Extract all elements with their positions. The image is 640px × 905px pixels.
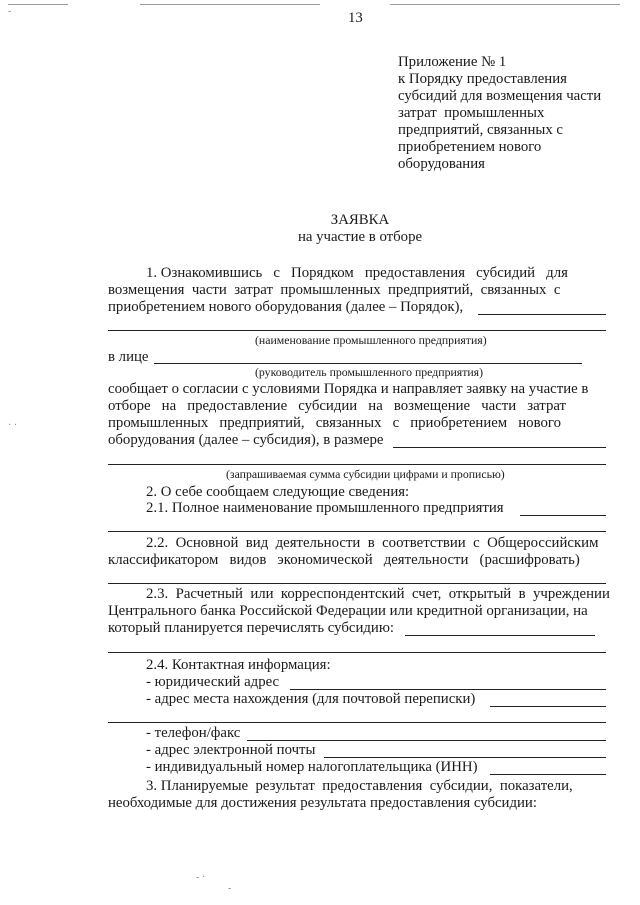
legal-address-label: - юридический адрес — [146, 674, 280, 690]
phone-fax-field[interactable] — [247, 740, 606, 741]
activity-field[interactable] — [108, 583, 606, 584]
appendix-line: Приложение № 1 — [398, 54, 507, 70]
company-name-field[interactable] — [478, 314, 606, 315]
scan-speck: ‐ — [8, 6, 12, 17]
caption-head: (руководитель промышленного предприятия) — [255, 365, 484, 379]
scan-speck: ‐ · — [196, 872, 206, 883]
scan-speck: · · — [8, 420, 18, 431]
bank-account-field-line-2[interactable] — [108, 652, 606, 653]
scan-speck: ‐ — [228, 883, 232, 894]
appendix-line: к Порядку предоставления — [398, 71, 567, 87]
document-title: ЗАЯВКА — [330, 212, 390, 228]
section-2-3-line-1: 2.3. Расчетный или корреспондентский счет, открытый в учреждении — [146, 586, 610, 602]
section-3-line-2: необходимые для достижения результата предоставления субсидии: — [108, 795, 537, 811]
appendix-line: субсидий для возмещения части — [398, 88, 602, 104]
inn-label: - индивидуальный номер налогоплательщика (ИНН) — [146, 759, 478, 775]
paragraph-1-line-7: оборудования (далее – субсидия), в размере — [108, 432, 384, 448]
section-2-1: 2.1. Полное наименование промышленного предприятия — [146, 500, 504, 516]
email-label: - адрес электронной почты — [146, 742, 316, 758]
appendix-line: оборудования — [398, 156, 485, 172]
appendix-block — [398, 54, 601, 173]
section-2-3-line-3: который планируется перечислять субсидию: — [108, 620, 394, 636]
paragraph-1-line-2: возмещения части затрат промышленных предприятий, связанных с — [108, 282, 561, 298]
location-address-field[interactable] — [490, 706, 606, 707]
page-number: 13 — [348, 10, 363, 26]
paragraph-1-line-4: сообщает о согласии с условиями Порядка и направляет заявку на участие в — [108, 381, 589, 397]
paragraph-1-line-5: отборе на предоставление субсидии на возмещение части затрат — [108, 398, 566, 414]
section-2-heading: 2. О себе сообщаем следующие сведения: — [146, 484, 410, 500]
section-2-2-line-2: классификатором видов экономической деятельности (расшифровать) — [108, 552, 580, 568]
amount-field[interactable] — [393, 447, 606, 448]
scan-artifact-top-mid — [140, 4, 320, 5]
email-field[interactable] — [324, 757, 606, 758]
legal-address-field[interactable] — [290, 689, 606, 690]
section-2-2-line-1: 2.2. Основной вид деятельности в соответствии с Общероссийским — [146, 535, 599, 551]
full-name-field-line-2[interactable] — [108, 531, 606, 532]
scan-artifact-top-right — [390, 4, 620, 5]
bank-account-field[interactable] — [405, 635, 595, 636]
head-name-field[interactable] — [154, 363, 582, 364]
inn-field[interactable] — [490, 774, 606, 775]
phone-fax-label: - телефон/факс — [146, 725, 241, 741]
full-name-field[interactable] — [520, 515, 606, 516]
paragraph-1-line-3: приобретением нового оборудования (далее – Порядок), — [108, 299, 464, 315]
section-2-4-heading: 2.4. Контактная информация: — [146, 657, 331, 673]
appendix-line: приобретением нового — [398, 139, 542, 155]
caption-amount: (запрашиваемая сумма субсидии цифрами и прописью) — [226, 467, 505, 481]
company-name-field-line-2[interactable] — [108, 330, 606, 331]
caption-company-name: (наименование промышленного предприятия) — [255, 333, 487, 347]
amount-field-line-2[interactable] — [108, 464, 606, 465]
document-subtitle: на участие в отборе — [297, 229, 423, 245]
location-address-field-line-2[interactable] — [108, 722, 606, 723]
appendix-line: затрат промышленных — [398, 105, 545, 121]
location-address-label: - адрес места нахождения (для почтовой переписки) — [146, 691, 476, 707]
paragraph-1-line-6: промышленных предприятий, связанных с приобретением нового — [108, 415, 561, 431]
section-3-line-1: 3. Планируемые результат предоставления субсидии, показатели, — [146, 778, 573, 794]
appendix-line: предприятий, связанных с — [398, 122, 563, 138]
in-person-label: в лице — [108, 349, 149, 365]
section-2-3-line-2: Центрального банка Российской Федерации или кредитной организации, на — [108, 603, 588, 619]
paragraph-1-line-1: 1. Ознакомившись с Порядком предоставления субсидий для — [146, 265, 568, 281]
scan-artifact-top-left — [8, 4, 68, 5]
